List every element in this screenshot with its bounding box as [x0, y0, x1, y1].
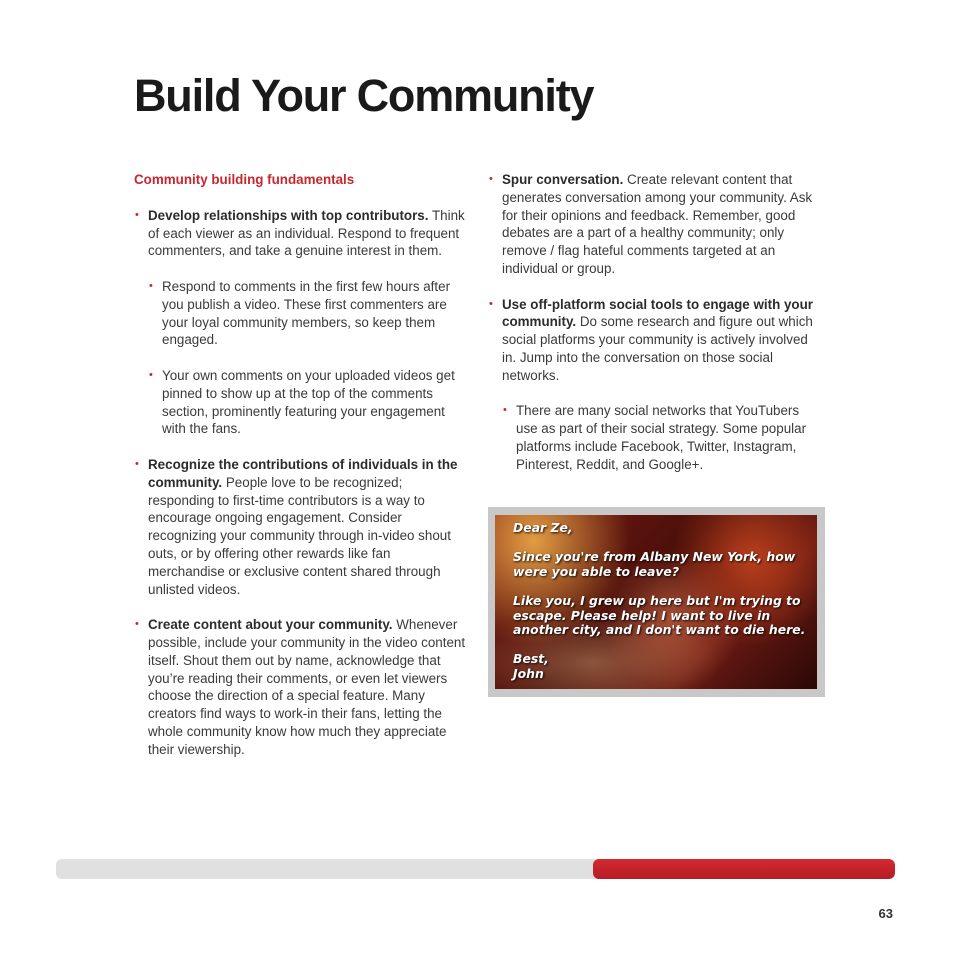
sub-bullet-pinned-comments	[148, 367, 470, 438]
sub-bullet-respond-first-hours	[148, 278, 470, 349]
left-column	[134, 171, 470, 759]
bullet-text: Think of each viewer as an individual. Respond to frequent commenters, and take a genuine interest in them.	[148, 207, 465, 259]
bullet-dot-icon: •	[149, 279, 153, 292]
bullet-spur-conversation	[488, 171, 823, 278]
bullet-text: Respond to comments in the first few hours after you publish a video. These first commenters are your loyal community members, so keep them engaged.	[162, 278, 451, 348]
bullet-bold-lead: Develop relationships with top contributors.	[148, 207, 429, 223]
caption-question: Since you're from Albany New York, how were you able to leave?	[513, 549, 796, 579]
bullet-bold-lead: Use off-platform social tools to engage with your community.	[502, 296, 813, 330]
bullet-develop-relationships	[134, 207, 470, 260]
bullet-text: Create relevant content that generates conversation among your community. Ask for their opinions and feedback. Remember, good debates are a part of a healthy community; only remove / flag hateful comments targeted at an individual or group.	[502, 172, 813, 276]
caption-signoff: Best,	[513, 651, 549, 667]
caption-salutation: Dear Ze,	[513, 520, 573, 535]
caption-signature: John	[513, 665, 544, 681]
chapter-progress-fill	[593, 859, 895, 879]
bullet-text: Your own comments on your uploaded videos get pinned to show up at the top of the comments section, prominently featuring your engagement with the fans.	[162, 367, 455, 437]
bullet-dot-icon: •	[135, 457, 139, 470]
right-column	[488, 171, 823, 474]
chapter-progress-bar	[56, 859, 895, 879]
photo-frame	[488, 507, 825, 697]
bullet-dot-icon: •	[489, 297, 493, 310]
bullet-dot-icon: •	[135, 618, 139, 631]
bullet-text: There are many social networks that YouTubers use as part of their social strategy. Some popular platforms include Facebook, Twitter, Instagram, Pinterest, Reddit, and Google+.	[516, 403, 807, 472]
sub-bullet-social-networks	[502, 402, 823, 473]
bullet-recognize-contributions	[134, 456, 470, 598]
bullet-off-platform-tools	[488, 296, 823, 385]
bullet-bold-lead: Create content about your community.	[148, 617, 393, 633]
caption-body: Like you, I grew up here but I'm trying to escape. Please help! I want to live in another city, and I don't want to die here.	[513, 592, 806, 638]
bullet-bold-lead: Spur conversation.	[502, 172, 624, 187]
bullet-text: Whenever possible, include your community in the video content itself. Shout them out by name, acknowledge that you’re reading their comments, or even let viewers choose the direction of a special feature. Many creators find ways to work-in their fans, letting the whole community know how much they appreciate their viewership.	[148, 617, 466, 757]
bullet-dot-icon: •	[503, 404, 507, 417]
bullet-text: People love to be recognized; responding to first-time contributors is a way to encourage ongoing engagement. Consider recognizing your community through in-video shout outs, or by offering other rewards like fan merchandise or exclusive content shared through unlisted videos.	[148, 474, 451, 597]
section-heading: Community building fundamentals	[134, 172, 355, 187]
bullet-text: Do some research and figure out which social platforms your community is actively involved in. Jump into the conversation on those social networks.	[502, 314, 813, 383]
fan-letter-photo	[495, 515, 817, 689]
bullet-create-content	[134, 616, 470, 758]
page-number: 63	[878, 906, 893, 921]
page-title: Build Your Community	[134, 70, 594, 121]
bullet-dot-icon: •	[135, 208, 139, 221]
bullet-dot-icon: •	[489, 173, 493, 185]
bullet-bold-lead: Recognize the contributions of individuals in the community.	[148, 456, 458, 490]
fan-letter-caption	[513, 521, 807, 682]
bullet-dot-icon: •	[149, 368, 153, 381]
